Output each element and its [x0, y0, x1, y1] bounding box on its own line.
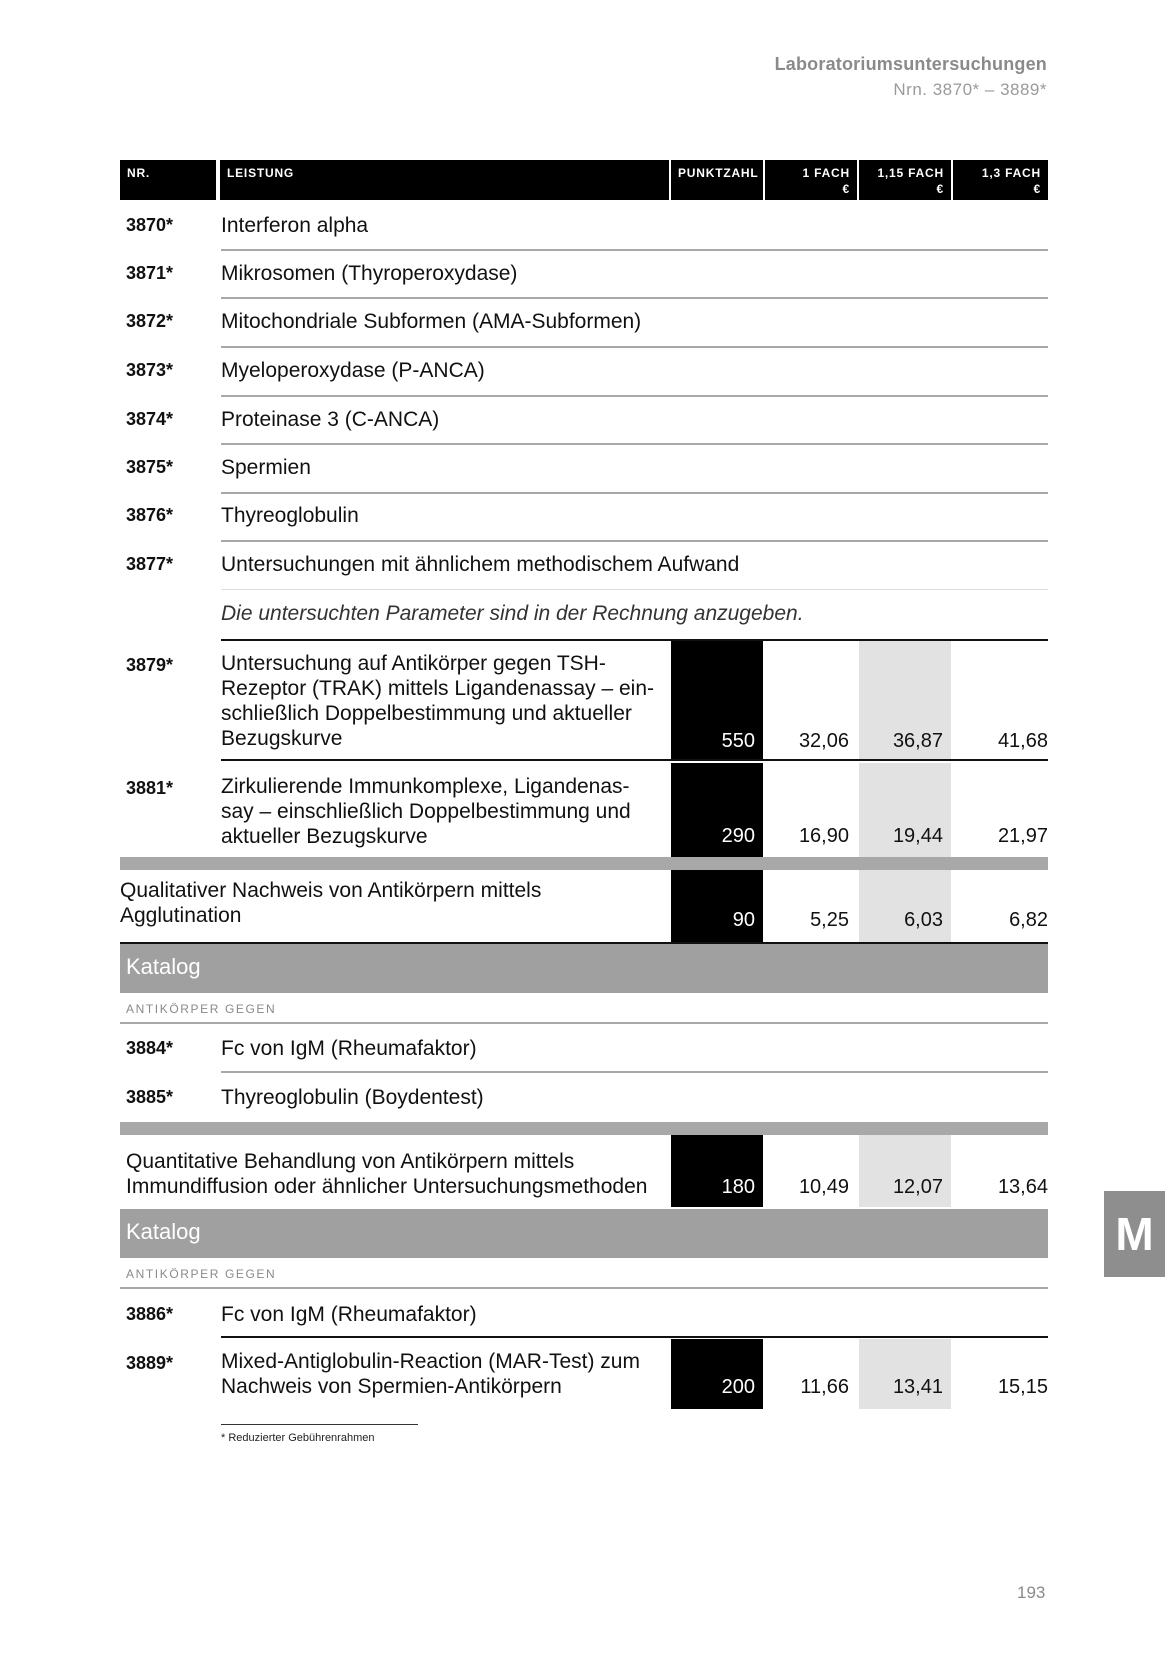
currency-symbol: € [936, 182, 944, 196]
table-row [120, 299, 1048, 348]
col-punktzahl-header: PUNKTZAHL [671, 160, 763, 200]
cell-13fach: 6,82 [1009, 909, 1048, 931]
cell-punktzahl: 90 [671, 870, 763, 942]
running-header-title: Laboratoriumsuntersuchungen [774, 54, 1047, 74]
group-header-qualitativ [120, 870, 1048, 944]
row-nr: 3879* [126, 655, 174, 675]
cell-punktzahl: 200 [671, 1339, 763, 1409]
katalog-header: Katalog [120, 944, 1048, 993]
row-leistung: Fc von IgM (Rheumafaktor) [221, 1303, 477, 1326]
row-nr: 3870* [126, 215, 174, 235]
col-nr-header: NR. [120, 160, 216, 200]
row-nr: 3874* [126, 409, 174, 429]
row-leistung: Fc von IgM (Rheumafaktor) [221, 1037, 477, 1060]
cell-1fach: 10,49 [798, 1176, 849, 1198]
page-number: 193 [1017, 1583, 1046, 1602]
katalog-subhead: ANTIKÖRPER GEGEN [126, 1002, 277, 1016]
table-row [120, 1072, 1048, 1120]
row-leistung [221, 651, 654, 751]
cell-1fach: 11,66 [800, 1376, 849, 1398]
cell-13fach: 15,15 [997, 1376, 1048, 1398]
table-row-priced [120, 761, 1048, 857]
table-row-note [120, 591, 1048, 639]
cell-13fach: 21,97 [997, 825, 1048, 847]
row-nr: 3884* [126, 1038, 174, 1058]
table-row [120, 445, 1048, 493]
row-leistung [221, 1349, 640, 1399]
col-1fach-header [765, 160, 857, 200]
col-leistung-header: LEISTUNG [220, 160, 669, 200]
group-separator [120, 857, 1048, 870]
currency-symbol: € [1033, 182, 1041, 196]
col-1fach-label: 1 FACH [802, 166, 850, 180]
group-title [120, 878, 541, 928]
cell-punktzahl: 180 [671, 1135, 763, 1207]
footnote: * Reduzierter Gebührenrahmen [221, 1432, 375, 1444]
cell-1fach: 32,06 [798, 730, 849, 752]
row-leistung: Untersuchungen mit ähnlichem methodischem Aufwand [221, 553, 740, 576]
chapter-tab: M [1104, 1191, 1165, 1277]
table-row [120, 203, 1048, 251]
row-leistung: Thyreoglobulin (Boydentest) [221, 1086, 484, 1109]
group-title-line: Qualitativer Nachweis von Antikörpern mittels [120, 879, 542, 902]
table-row [120, 251, 1048, 299]
row-leistung: Spermien [221, 456, 311, 479]
group-title-line: Quantitative Behandlung von Antikörpern mittels [126, 1150, 575, 1173]
table-row [120, 396, 1048, 445]
row-leistung-line: Mixed-Antiglobulin-Reaction (MAR-Test) zum [221, 1350, 640, 1373]
cell-115fach: 36,87 [859, 641, 951, 759]
row-leistung: Mitochondriale Subformen (AMA-Subformen) [221, 310, 642, 333]
katalog-subhead: ANTIKÖRPER GEGEN [126, 1267, 277, 1281]
row-leistung-line: schließlich Doppelbestimmung und aktueller [221, 702, 632, 725]
group-title-line: Agglutination [120, 904, 242, 927]
row-leistung-line: Nachweis von Spermien-Antikörpern [221, 1375, 562, 1398]
row-leistung [221, 774, 631, 849]
cell-115fach: 12,07 [859, 1135, 951, 1207]
group-separator [120, 1122, 1048, 1135]
row-nr: 3876* [126, 505, 174, 525]
row-nr: 3877* [126, 554, 174, 574]
cell-115fach: 13,41 [859, 1339, 951, 1409]
running-header-subtitle: Nrn. 3870* – 3889* [893, 80, 1047, 99]
row-leistung: Myeloperoxydase (P-ANCA) [221, 359, 485, 382]
table-row [120, 348, 1048, 396]
currency-symbol: € [842, 182, 850, 196]
row-leistung-line: Untersuchung auf Antikörper gegen TSH- [221, 652, 606, 675]
table-row-priced [120, 639, 1048, 761]
katalog-header: Katalog [120, 1209, 1048, 1258]
table-row [120, 1289, 1048, 1337]
footnote-rule [221, 1424, 418, 1425]
group-title [126, 1149, 647, 1199]
row-leistung: Proteinase 3 (C-ANCA) [221, 408, 440, 431]
table-row [120, 1024, 1048, 1072]
row-nr: 3886* [126, 1304, 174, 1324]
row-leistung: Interferon alpha [221, 214, 369, 237]
row-leistung-line: say – einschließlich Doppelbestimmung und [221, 800, 631, 823]
row-nr: 3873* [126, 360, 174, 380]
col-13fach-label: 1,3 FACH [981, 166, 1041, 180]
col-115fach-label: 1,15 FACH [877, 166, 944, 180]
row-nr: 3872* [126, 311, 174, 331]
cell-115fach: 6,03 [859, 870, 951, 942]
row-leistung-line: Zirkulierende Immunkomplexe, Ligandenas- [221, 775, 630, 798]
cell-1fach: 5,25 [810, 909, 849, 931]
row-leistung-line: Rezeptor (TRAK) mittels Ligandenassay – ein- [221, 677, 655, 700]
cell-1fach: 16,90 [798, 825, 849, 847]
row-nr: 3885* [126, 1087, 174, 1107]
group-title-line: Immundiffusion oder ähnlicher Untersuchungsmethoden [126, 1175, 648, 1198]
table-row [120, 493, 1048, 542]
row-note: Die untersuchten Parameter sind in der Rechnung anzugeben. [221, 602, 804, 625]
table-row [120, 542, 1048, 591]
table-row-priced [120, 1337, 1048, 1409]
cell-115fach: 19,44 [859, 763, 951, 857]
row-leistung-line: aktueller Bezugskurve [221, 825, 428, 848]
row-nr: 3871* [126, 263, 174, 283]
row-nr: 3881* [126, 778, 174, 798]
col-13fach-header [953, 160, 1048, 200]
cell-punktzahl: 550 [671, 641, 763, 759]
row-nr: 3875* [126, 457, 174, 477]
row-nr: 3889* [126, 1353, 174, 1373]
cell-punktzahl: 290 [671, 763, 763, 857]
row-leistung: Thyreoglobulin [221, 504, 359, 527]
row-divider [221, 589, 1048, 590]
cell-13fach: 13,64 [997, 1176, 1048, 1198]
cell-13fach: 41,68 [997, 730, 1048, 752]
row-leistung: Mikrosomen (Thyroperoxydase) [221, 262, 518, 285]
group-header-quantitativ [120, 1135, 1048, 1209]
row-leistung-line: Bezugskurve [221, 727, 343, 750]
col-115fach-header [859, 160, 951, 200]
